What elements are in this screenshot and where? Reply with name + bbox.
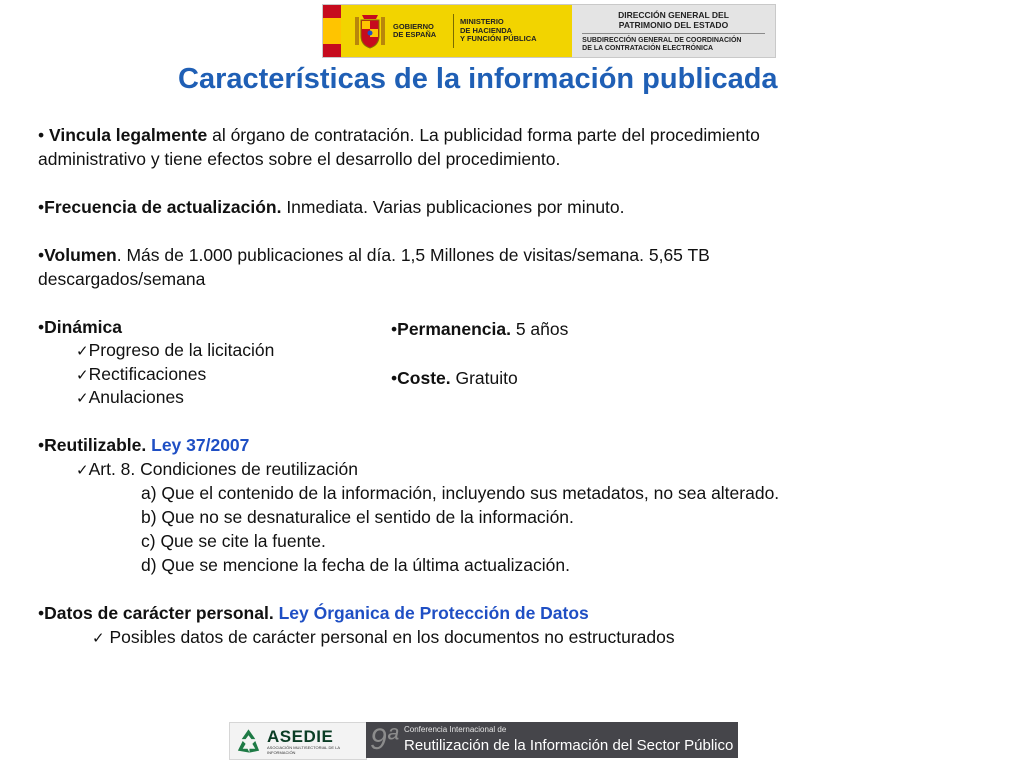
checkmark-icon: ✓	[92, 629, 105, 647]
item-volumen-text: . Más de 1.000 publicaciones al día. 1,5 Millones de visitas/semana. 5,65 TB	[116, 245, 710, 265]
asedie-logo	[229, 722, 367, 760]
coat-of-arms-icon	[353, 11, 387, 51]
lopd-link[interactable]: Ley Órganica de Protección de Datos	[278, 603, 589, 623]
item-volumen-bold: Volumen	[44, 245, 117, 265]
spain-flag-icon	[323, 5, 341, 57]
item-vincula-text: al órgano de contratación. La publicidad forma parte del procedimiento	[207, 125, 760, 145]
item-datos-bold: Datos de carácter personal.	[44, 603, 274, 623]
item-dinamica-bold: Dinámica	[44, 317, 122, 337]
conference-banner	[366, 722, 738, 758]
asedie-subtitle: ASOCIACIÓN MULTISECTORIAL DE LA INFORMACIÓN	[267, 744, 340, 755]
item-frecuencia	[38, 196, 625, 220]
bullet: •	[38, 435, 45, 455]
item-frecuencia-bold: Frecuencia de actualización.	[44, 197, 282, 217]
condition-b: b) Que no se desnaturalice el sentido de la información.	[141, 507, 574, 527]
item-volumen-line2: descargados/semana	[38, 269, 206, 289]
bullet: •	[391, 319, 398, 339]
list-item	[76, 386, 184, 411]
list-item-label: Art. 8. Condiciones de reutilización	[88, 459, 359, 479]
conference-number: 9ª	[370, 723, 398, 756]
checkmark-icon: ✓	[76, 461, 89, 479]
list-item-label: Rectificaciones	[88, 364, 207, 384]
divider	[453, 14, 454, 48]
item-vincula-line2: administrativo y tiene efectos sobre el desarrollo del procedimiento.	[38, 149, 561, 169]
government-logo	[341, 5, 572, 57]
bullet: •	[391, 368, 398, 388]
bullet: •	[38, 245, 45, 265]
list-item-label: Posibles datos de carácter personal en los documentos no estructurados	[104, 627, 675, 647]
asedie-name: ASEDIE	[267, 726, 334, 746]
condition-d: d) Que se mencione la fecha de la última actualización.	[141, 555, 570, 575]
ley-37-2007-link[interactable]: Ley 37/2007	[151, 435, 250, 455]
conference-subtitle: Conferencia Internacional de	[404, 725, 507, 734]
item-datos	[38, 602, 589, 626]
checkmark-icon: ✓	[76, 342, 89, 360]
item-coste-text: Gratuito	[450, 368, 518, 388]
item-reutilizable	[38, 434, 249, 458]
directorate-label: DIRECCIÓN GENERAL DEL PATRIMONIO DEL ESTADO	[618, 9, 729, 30]
list-item	[92, 626, 675, 651]
subdirectorate-label: SUBDIRECCIÓN GENERAL DE COORDINACIÓN DE LA CONTRATACIÓN ELECTRÓNICA	[582, 36, 742, 52]
condition-a: a) Que el contenido de la información, incluyendo sus metadatos, no sea alterado.	[141, 483, 780, 503]
item-frecuencia-text: Inmediata. Varias publicaciones por minuto.	[281, 197, 625, 217]
divider	[582, 33, 765, 34]
checkmark-icon: ✓	[76, 389, 89, 407]
gov-label: GOBIERNO DE ESPAÑA	[393, 21, 437, 39]
item-volumen	[38, 244, 710, 268]
item-dinamica	[38, 316, 122, 340]
header-banner	[322, 4, 776, 58]
bullet: •	[38, 197, 45, 217]
list-item	[76, 363, 206, 388]
item-coste-bold: Coste.	[397, 368, 451, 388]
list-item-label: Progreso de la licitación	[88, 340, 275, 360]
recycle-icon	[234, 727, 263, 755]
bullet: •	[38, 125, 45, 145]
list-item	[76, 458, 358, 483]
item-permanencia-text: 5 años	[510, 319, 569, 339]
directorate-box	[572, 5, 775, 57]
page-title: Características de la información publicada	[178, 63, 778, 95]
item-vincula	[38, 124, 760, 148]
list-item-label: Anulaciones	[88, 387, 184, 407]
item-reutilizable-bold: Reutilizable.	[44, 435, 147, 455]
bullet: •	[38, 317, 45, 337]
checkmark-icon: ✓	[76, 366, 89, 384]
item-permanencia-bold: Permanencia.	[397, 319, 511, 339]
bullet: •	[38, 603, 45, 623]
conference-title: Reutilización de la Información del Sector Público	[404, 737, 734, 754]
ministry-label: MINISTERIO DE HACIENDA Y FUNCIÓN PÚBLICA	[460, 17, 537, 44]
condition-c: c) Que se cite la fuente.	[141, 531, 326, 551]
item-coste	[391, 367, 518, 391]
list-item	[76, 339, 274, 364]
item-vincula-bold: Vincula legalmente	[49, 125, 208, 145]
item-permanencia	[391, 318, 568, 342]
